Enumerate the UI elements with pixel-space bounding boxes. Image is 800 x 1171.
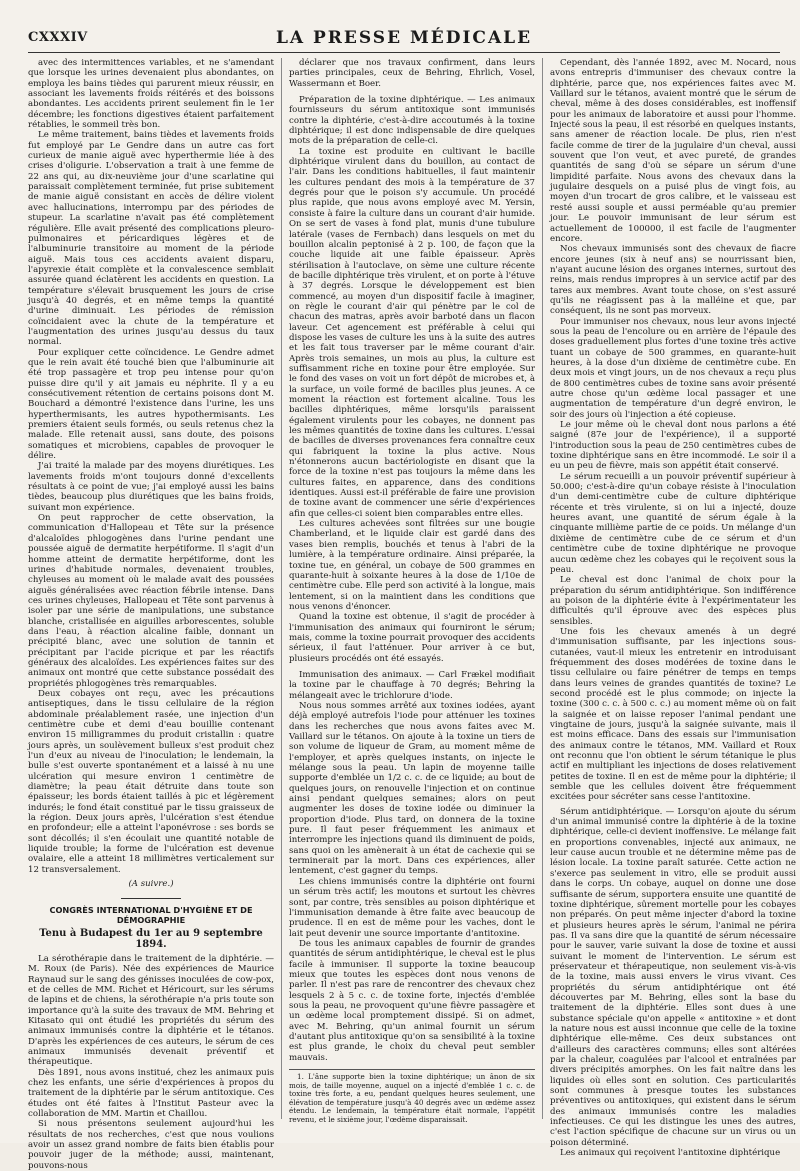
paragraph: Immunisation des animaux. — Carl Frækel modifiait la toxine par le chauffage à 70 degrés; Behring la mélangeait avec le trichlorure d'iode. bbox=[289, 669, 535, 701]
congress-title: CONGRÈS INTERNATIONAL D'HYGIÈNE ET DE DÉMOGRAPHIE bbox=[49, 904, 253, 925]
paragraph: La sérothérapie dans le traitement de la diphtérie. — M. Roux (de Paris). Née des expériences de Maurice Raynaud sur le sang des génisses inoculées de cow-pox, et de celles de MM. Richet et Héricourt, sur les sérums de lapins et de chiens, la sérothérapie n'a pris toute son importance qu'à la suite des travaux de MM. Behring et Kitasato qui ont étudié les propriétés du sérum des animaux immunisés contre la diphtérie et le tétanos. D'après les expériences de ces auteurs, le sérum de ces animaux immunisés devenait préventif et thérapeutique. bbox=[28, 953, 274, 1068]
paragraph: Dès 1891, nous avons institué, chez les animaux puis chez les enfants, une série d'expériences à propos du traitement de la diphtérie par le sérum antitoxique. Ces études ont été faites à l'Institut Pasteur avec la collaboration de MM. Martin et Chaillou. bbox=[28, 1067, 274, 1120]
paragraph: Le cheval est donc l'animal de choix pour la préparation du sérum antidiphtérique. Son indifférence au poison de la diphtérie évite à l'expérimentateur les difficultés qu'il éprouve avec des espèces plus sensibles. bbox=[550, 575, 796, 627]
paragraph: Deux cobayes ont reçu, avec les précautions antiseptiques, dans le tissu cellulaire de la région abdominale préalablement rasée, une injection d'un centimètre cube et demi d'eau bouillie contenant environ 15 milligrammes du produit cristallin : quatre jours après, un soulèvement bulleux s'est produit chez l'un d'eux au niveau de l'inoculation; le lendemain, la bulle s'est ouverte spontanément et a laissé à nu une ulcération qui mesure environ 1 centimètre de diamètre; la peau était détruite dans toute son épaisseur; les bords étaient taillés à pic et légèrement indurés; le fond était constitué par le tissu graisseux de la région. Deux jours après, l'ulcération s'est étendue en profondeur; elle a atteint l'aponévrose : ses bords se sont décollés; il s'en écoulait une quantité notable de liquide trouble; la forme de l'ulcération est devenue ovalaire, elle a atteint 18 millimètres verticalement sur 12 transversalement. bbox=[28, 688, 274, 875]
paragraph: Pour immuniser nos chevaux, nous leur avons injecté sous la peau de l'encolure ou en arrière de l'épaule des doses graduellement plus fortes d'une toxine très active tuant un cobaye de 500 grammes, en quarante-huit heures, à la dose d'un dixième de centimètre cube. En deux mois et vingt jours, un de nos chevaux a reçu plus de 800 centimètres cubes de toxine sans avoir présenté autre chose qu'un œdème local passager et une augmentation de température d'un degré environ, le soir des jours où l'injection a été copieuse. bbox=[550, 316, 796, 420]
paragraph: Pour expliquer cette coïncidence. Le Gendre admet que le rein avait été touché bien que l'albuminurie ait été trop passagère et trop peu intense pour qu'on puisse dire qu'il y ait jamais eu néphrite. Il y a eu consécutivement rétention de certains poisons dont M. Bouchard a démontré l'existence dans l'urine, les uns hyperthermisants, les autres hypothermisants. Les premiers étaient seuls formés, ou seuls retenus chez la malade. Elle retenait aussi, sans doute, des poisons somatiques et microbiens, capables de provoquer le délire. bbox=[28, 347, 274, 462]
page-number: CXXXIV bbox=[28, 30, 88, 45]
to-be-continued: (A suivre.) bbox=[128, 879, 174, 890]
paragraph: De tous les animaux capables de fournir de grandes quantités de sérum antidiphtérique, le cheval est le plus facile à immuniser. Il supporte la toxine beaucoup mieux que toutes les espèces dont nous venons de parler. Il n'est pas rare de rencontrer des chevaux chez lesquels 2 à 5 c. c. de toxine forte, injectés d'emblée sous la peau, ne provoquent qu'une fièvre passagère et un œdème local promptement dissipé. Si on admet, avec M. Behring, qu'un animal fournit un sérum d'autant plus antitoxique qu'on sa sensibilité à la toxine est plus grande, le choix du cheval peut sembler mauvais. bbox=[289, 938, 535, 1063]
paragraph: Une fois les chevaux amenés à un degré d'immunisation suffisante, par les injections sous-cutanées, vaut-il mieux les entretenir en introduisant fréquemment des doses modérées de toxine dans le tissu cellulaire ou faire pénétrer de temps en temps dans leurs veines de grandes quantités de toxine? Le second procédé est le plus commode; on injecte la toxine (300 c. c. à 500 c. c.) au moment même où on fait la saignée et on laisse reposer l'animal pendant une vingtaine de jours, jusqu'à la saignée suivante, mais il est moins efficace. Dans des essais sur l'immunisation des animaux contre le tétanos, MM. Vaillard et Roux ont reconnu que l'on obtient le sérum tétanique le plus actif en multipliant les injections de doses relativement petites de toxine. Il en est de même pour la diphtérie; il semble que les cellules doivent être fréquemment excitées pour sécréter sans cesse l'antitoxine. bbox=[550, 626, 796, 803]
divider bbox=[121, 898, 181, 899]
column-separator bbox=[542, 58, 543, 1119]
column-1 bbox=[28, 58, 274, 1171]
paragraph: Les cultures achevées sont filtrées sur une bougie Chamberland, et le liquide clair est gardé dans des vases bien remplis, bouchés et tenus à l'abri de la lumière, à la température ordinaire. Ainsi préparée, la toxine tue, en général, un cobaye de 500 grammes en quarante-huit à soixante heures à la dose de 1/10e de centimètre cube. Elle perd son activité à la longue, mais lentement, si on la maintient dans les conditions que nous venons d'énoncer. bbox=[289, 519, 535, 612]
paragraph: Le jour même où le cheval dont nous parlons a été saigné (87e jour de l'expérience), il a supporté l'introduction sous la peau de 250 centimètres cubes de toxine diphtérique sans en être incommodé. Le soir il a eu un peu de fièvre, mais son appétit était conservé. bbox=[550, 420, 796, 472]
paragraph: Les animaux qui reçoivent l'antitoxine diphtérique bbox=[560, 1148, 781, 1159]
paragraph: Nous nous sommes arrêté aux toxines iodées, ayant déjà employé autrefois l'iode pour atténuer les toxines dans les recherches que nous avons faites avec M. Vaillard sur le tétanos. On ajoute à la toxine un tiers de son volume de liqueur de Gram, au moment même de l'employer, et après quelques instants, on injecte le mélange sous la peau. Un lapin de moyenne taille supporte d'emblée un 1/2 c. c. de ce liquide; au bout de quelques jours, on renouvelle l'injection et on continue ainsi pendant quelques semaines; alors on peut augmenter les doses de toxine iodée ou diminuer la proportion d'iode. Plus tard, on donnera de la toxine pure. Il faut peser fréquemment les animaux et interrompre les injections quand ils diminuent de poids, sans quoi on les amènerait à un état de cachexie qui se terminerait par la mort. Dans ces expériences, aller lentement, c'est gagner du temps. bbox=[289, 700, 535, 877]
journal-title: LA PRESSE MÉDICALE bbox=[275, 28, 533, 48]
paragraph: On peut rapprocher de cette observation, la communication d'Hallopeau et Tête sur la présence d'alcaloïdes phlogogènes dans l'urine pendant une poussée aiguë de dermatite herpétiforme. Il s'agit d'un homme atteint de dermatite herpétiforme, dont les urines d'habitude normales, devenaient troubles, chyleuses au moment où le malade avait des poussées aiguës généralisées avec réaction fébrile intense. Dans ces urines chyleuses, Hallopeau et Tête sont parvenus à isoler par une série de manipulations, une substance blanche, cristallisée en aiguilles arborescentes, soluble dans l'eau, à réaction alcaline faible, donnant un précipité blanc, avec une solution de tannin et précipitant par l'acide picrique et par les réactifs généraux des alcaloïdes. Les expériences faites sur des animaux ont montré que cette substance possédait des propriétés phlogogènes très remarquables. bbox=[28, 513, 274, 689]
page-header bbox=[28, 30, 780, 50]
column-3 bbox=[550, 58, 796, 1159]
paragraph: déclarer que nos travaux confirment, dans leurs parties principales, ceux de Behring, Ehrlich, Vosel, Wassermann et Boer. bbox=[289, 58, 535, 89]
paragraph: Sérum antidiphtérique. — Lorsqu'on ajoute du sérum d'un animal immunisé contre la diphtérie à de la toxine diphtérique, celle-ci devient inoffensive. Le mélange fait en proportions convenables, injecté aux animaux, ne leur cause aucun trouble et ne détermine même pas de lésion locale. La toxine paraît saturée. Cette action ne s'exerce pas seulement in vitro, elle se produit aussi dans le corps. Un cobaye, auquel on donne une dose suffisante de sérum, supportera ensuite une quantité de toxine diphtérique, sûrement mortelle pour les cobayes non préparés. On peut même injecter d'abord la toxine et plusieurs heures après le sérum, l'animal ne périra pas. Il va sans dire que la quantité de sérum nécessaire pour le sauver, varie suivant la dose de toxine et aussi suivant le moment de l'intervention. Le sérum est préservateur et thérapeutique, non seulement vis-à-vis de la toxine, mais aussi envers le virus vivant. Ces propriétés du sérum antidiphtérique ont été découvertes par M. Behring, elles sont la base du traitement de la diphtérie. Elles sont dues à une substance spéciale qu'on appelle « antitoxine » et dont la nature nous est aussi inconnue que celle de la toxine diphtérique elle-même. Ces deux substances ont d'ailleurs des caractères communs; elles sont altérées par la chaleur, coagulées par l'alcool et entraînées par divers précipités amorphes. On les fait naître dans les liquides où elles sont en solution. Ces particularités sont communes à presque toutes les substances préventives ou antitoxiques, qui existent dans le sérum des animaux immunisés contre les maladies infectieuses. Ce qui les distingue les unes des autres, c'est l'action spécifique de chacune sur un virus ou un poison déterminé. bbox=[550, 806, 796, 1148]
paragraph: Si nous présentons seulement aujourd'hui les résultats de nos recherches, c'est que nous voulions avoir un assez grand nombre de faits bien établis pour pouvoir juger de la méthode; aussi, maintenant, pouvons-nous bbox=[28, 1119, 274, 1171]
column-separator bbox=[281, 58, 282, 1119]
paragraph: avec des intermittences variables, et ne s'amendant que lorsque les urines devenaient plus abondantes, on employa les bains tièdes qui parurent mieux réussir, en associant les lavements froids réitérés et des boissons abondantes. Les accidents prirent seulement fin le 1er décembre; les fonctions digestives étaient parfaitement rétablies, le sommeil très bon. bbox=[28, 58, 274, 131]
paragraph: J'ai traité la malade par des moyens diurétiques. Les lavements froids m'ont toujours donné d'excellents résultats à ce point de vue; j'ai employé aussi les bains tièdes, beaucoup plus diurétiques que les bains froids, suivant mon expérience. bbox=[28, 461, 274, 513]
paragraph: Cependant, dès l'année 1892, avec M. Nocard, nous avons entrepris d'immuniser des chevaux contre la diphtérie, parce que, nos expériences faites avec M. Vaillard sur le tétanos, avaient montré que le sérum de cheval, même à des doses considérables, est inoffensif pour les animaux de laboratoire et aussi pour l'homme. Injecté sous la peau, il est résorbé en quelques instants, sans amener de réaction locale. De plus, rien n'est facile comme de tirer de la jugulaire d'un cheval, aussi souvent que l'on veut, et avec pureté, de grandes quantités de sang d'où se sépare un sérum d'une limpidité parfaite. Nous avons des chevaux dans la jugulaire desquels on a puisé plus de vingt fois, au moyen d'un trocart de gros calibre, et le vaisseau est resté aussi souple et aussi perméable qu'au premier jour. Le pouvoir immunisant de leur sérum est actuellement de 100000, il est facile de l'augmenter encore. bbox=[550, 58, 796, 244]
paragraph: Préparation de la toxine diphtérique. — Les animaux fournisseurs du sérum antitoxique sont immunisés contre la diphtérie, c'est-à-dire accoutumés à la toxine diphtérique; il est donc indispensable de dire quelques mots de la préparation de celle-ci. bbox=[289, 95, 535, 147]
paragraph: Les chiens immunisés contre la diphtérie ont fourni un sérum très actif; les moutons et surtout les chèvres sont, par contre, très sensibles au poison diphtérique et l'immunisation demande à être faite avec beaucoup de prudence. Il en est de même pour les vaches, dont le lait peut devenir une source importante d'antitoxine. bbox=[289, 876, 535, 939]
paragraph: Quand la toxine est obtenue, il s'agit de procéder à l'immunisation des animaux qui fourniront le sérum; mais, comme la toxine pourrait provoquer des accidents sérieux, il faut l'atténuer. Pour arriver à ce but, plusieurs procédés ont été essayés. bbox=[289, 612, 535, 664]
footnote-text: 1. L'âne supporte bien la toxine diphtérique; un ânon de six mois, de taille moyenne, auquel on a injecté d'emblée 1 c. c. de toxine très forte, a eu, pendant quelques heures seulement, une élévation de température jusqu'à 40 degrés avec un œdème assez étendu. Le lendemain, la température était normale, l'appétit revenu, et le sixième jour, l'œdème disparaissait. bbox=[289, 1072, 535, 1124]
paragraph: Nos chevaux immunisés sont des chevaux de fiacre encore jeunes (six à neuf ans) se nourrissant bien, n'ayant aucune lésion des organes internes, surtout des reins, mais rendus impropres à un service actif par des tares aux membres. Avant toute chose, on s'est assuré qu'ils ne réagissent pas à la malléine et que, par conséquent, ils ne sont pas morveux. bbox=[550, 244, 796, 317]
footnote bbox=[289, 1069, 535, 1125]
paragraph: Le sérum recueilli a un pouvoir préventif supérieur à 50.000; c'est-à-dire qu'un cobaye résiste à l'inoculation d'un demi-centimètre cube de culture diphtérique récente et très virulente, si on lui a injecté, douze heures avant, une quantité de sérum égale à la cinquante millième partie de ce poids. Un mélange d'un dixième de centimètre cube de ce sérum et d'un centimètre cube de toxine diphtérique ne provoque aucun œdème chez les cobayes qui le reçoivent sous la peau. bbox=[550, 471, 796, 575]
column-2 bbox=[289, 58, 535, 1124]
paragraph: Le même traitement, bains tièdes et lavements froids fut employé par Le Gendre dans un autre cas fort curieux de manie aiguë avec hyperthermie liée à des crises d'oligurie. L'observation a trait à une femme de 22 ans qui, au dix-neuvième jour d'une scarlatine qui paraissait complètement terminée, fut prise subitement de manie aiguë consistant en accès de délire violent avec hallucinations, interrompu par des périodes de stupeur. La scarlatine n'avait pas été complètement régulière. Elle avait présenté des complications pleuro-pulmonaires et péricardiques légères et de l'albuminurie transitoire au moment de la période aiguë. Mais tous ces accidents avaient disparu, l'apyrexie était complète et la convalescence semblait assurée quand éclatèrent les accidents en question. La température s'élevait brusquement les jours de crise jusqu'à 40 degrés, et en même temps la quantité d'urine diminuait. Les périodes de rémission coïncidaient avec la chute de la température et l'augmentation des urines jusqu'au dessus du taux normal. bbox=[28, 130, 274, 348]
paragraph: La toxine est produite en cultivant le bacille diphtérique virulent dans du bouillon, au contact de l'air. Dans les conditions habituelles, il faut maintenir les cultures pendant des mois à la température de 37 degrés pour que le poison s'y accumule. Un procédé plus rapide, que nous avons employé avec M. Yersin, consiste à faire la culture dans un courant d'air humide. On se sert de vases à fond plat, munis d'une tubulure latérale (vases de Fernbach) dans lesquels on met du bouillon alcalin peptonisé à 2 p. 100, de façon que la couche liquide ait une faible épaisseur. Après stérilisation à l'autoclave, on sème une culture récente de bacille diphtérique très virulent, et on porte à l'étuve à 37 degrés. Lorsque le développement est bien commencé, au moyen d'un dispositif facile à imaginer, on règle le courant d'air qui pénètre par le col de chacun des matras, après avoir barboté dans un flacon laveur. Cet agencement est préférable à celui qui dispose les vases de culture les uns à la suite des autres et les fait tous traverser par le même courant d'air. Après trois semaines, un mois au plus, la culture est suffisamment riche en toxine pour être employée. Sur le fond des vases on voit un fort dépôt de microbes et, à la surface, un voile formé de bacilles plus jeunes. A ce moment la réaction est fortement alcaline. Tous les bacilles diphtériques, même lorsqu'ils paraissent également virulents pour les cobayes, ne donnent pas les mêmes quantités de toxine dans les cultures. L'essai de bacilles de diverses provenances fera connaître ceux qui fabriquent la toxine la plus active. Nous n'étonnerons aucun bactériologiste en disant que la force de la toxine n'est pas toujours la même dans les cultures faites, en apparence, dans des conditions identiques. Aussi est-il préférable de faire une provision de toxine avant de commencer une série d'expériences afin que celles-ci soient bien comparables entre elles. bbox=[289, 146, 535, 519]
header-rule bbox=[28, 52, 780, 53]
congress-subtitle: Tenu à Budapest du 1er au 9 septembre 1894. bbox=[39, 928, 263, 950]
